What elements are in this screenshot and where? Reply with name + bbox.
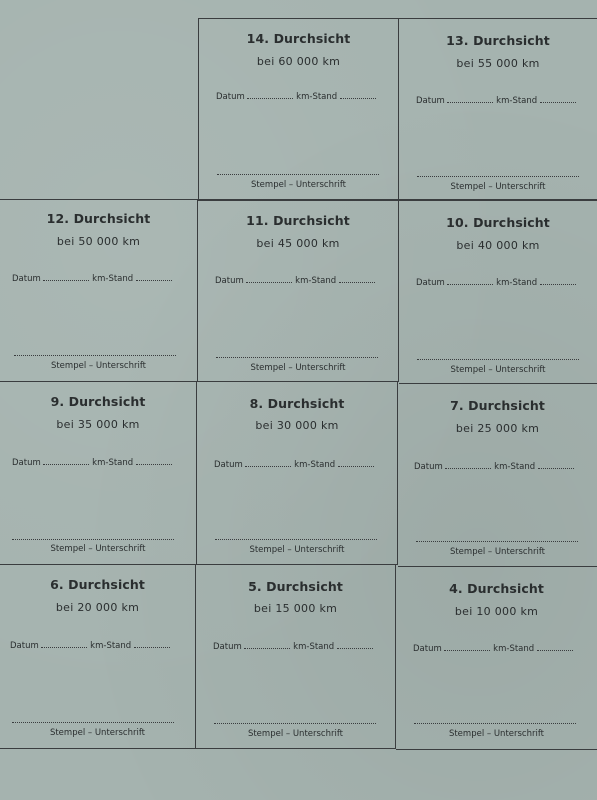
date-km-row	[214, 459, 397, 470]
datum-field[interactable]	[246, 275, 292, 283]
km-field[interactable]	[136, 273, 172, 281]
km-label: km-Stand	[293, 642, 335, 652]
km-field[interactable]	[540, 277, 576, 285]
signature-line[interactable]	[417, 176, 579, 177]
service-cell-13	[399, 18, 597, 201]
signature-label: Stempel – Unterschrift	[250, 180, 347, 190]
datum-field[interactable]	[447, 277, 493, 285]
km-label: km-Stand	[496, 278, 538, 288]
date-km-row	[12, 273, 197, 284]
signature-label: Stempel – Unterschrift	[449, 547, 546, 557]
datum-label: Datum	[12, 274, 41, 284]
datum-label: Datum	[12, 458, 41, 468]
km-field[interactable]	[134, 640, 170, 648]
service-cell-14	[198, 18, 399, 201]
cell-title: 11. Durchsicht	[246, 213, 350, 228]
datum-label: Datum	[213, 642, 242, 652]
km-field[interactable]	[338, 459, 374, 467]
cell-title: 6. Durchsicht	[50, 577, 145, 592]
cell-title: 12. Durchsicht	[46, 211, 151, 226]
km-label: km-Stand	[496, 96, 538, 106]
service-cell-9	[0, 382, 197, 565]
cell-title: 14. Durchsicht	[246, 31, 351, 46]
signature-line[interactable]	[14, 355, 176, 356]
datum-field[interactable]	[447, 95, 493, 103]
datum-label: Datum	[416, 96, 445, 106]
date-km-row	[416, 277, 597, 288]
km-field[interactable]	[340, 91, 376, 99]
km-label: km-Stand	[92, 274, 134, 284]
km-label: km-Stand	[494, 462, 536, 472]
service-cell-11	[198, 199, 399, 382]
signature-line[interactable]	[216, 357, 378, 358]
km-label: km-Stand	[493, 644, 535, 654]
km-label: km-Stand	[296, 92, 338, 102]
signature-line[interactable]	[215, 539, 377, 540]
cell-distance: bei 40 000 km	[456, 239, 540, 252]
date-km-row	[12, 457, 196, 468]
signature-line[interactable]	[12, 539, 174, 540]
signature-label: Stempel – Unterschrift	[50, 544, 146, 554]
datum-field[interactable]	[245, 459, 291, 467]
cell-title: 13. Durchsicht	[446, 33, 550, 48]
cell-title: 10. Durchsicht	[446, 215, 550, 230]
km-label: km-Stand	[90, 641, 132, 651]
date-km-row	[215, 275, 398, 286]
cell-distance: bei 20 000 km	[55, 601, 140, 614]
service-cell-7	[398, 384, 597, 567]
datum-label: Datum	[413, 644, 442, 654]
signature-line[interactable]	[217, 174, 379, 175]
datum-field[interactable]	[43, 457, 89, 465]
cell-distance: bei 35 000 km	[56, 418, 140, 431]
signature-label: Stempel – Unterschrift	[49, 728, 146, 738]
datum-field[interactable]	[244, 641, 290, 649]
km-field[interactable]	[339, 275, 375, 283]
km-field[interactable]	[540, 95, 576, 103]
signature-label: Stempel – Unterschrift	[448, 729, 545, 739]
signature-line[interactable]	[214, 723, 376, 724]
cell-title: 8. Durchsicht	[249, 396, 345, 411]
signature-line[interactable]	[417, 359, 579, 360]
date-km-row	[416, 95, 597, 106]
cell-distance: bei 10 000 km	[454, 605, 539, 618]
datum-label: Datum	[216, 92, 245, 102]
km-field[interactable]	[136, 457, 172, 465]
datum-field[interactable]	[41, 640, 87, 648]
cell-title: 5. Durchsicht	[248, 579, 343, 594]
date-km-row	[213, 641, 395, 652]
datum-field[interactable]	[43, 273, 89, 281]
datum-label: Datum	[214, 460, 243, 470]
signature-line[interactable]	[416, 541, 578, 542]
signature-label: Stempel – Unterschrift	[450, 365, 546, 375]
signature-label: Stempel – Unterschrift	[50, 361, 147, 371]
km-label: km-Stand	[295, 276, 337, 286]
datum-field[interactable]	[444, 643, 490, 651]
km-field[interactable]	[537, 643, 573, 651]
km-field[interactable]	[337, 641, 373, 649]
cell-title: 4. Durchsicht	[449, 581, 544, 596]
service-cell-12	[0, 199, 198, 382]
cell-distance: bei 50 000 km	[56, 235, 141, 248]
date-km-row	[414, 461, 597, 472]
signature-line[interactable]	[12, 722, 174, 723]
cell-distance: bei 30 000 km	[255, 419, 339, 432]
signature-label: Stempel – Unterschrift	[249, 545, 345, 555]
signature-label: Stempel – Unterschrift	[250, 363, 346, 373]
service-cell-6	[0, 565, 196, 749]
signature-label: Stempel – Unterschrift	[247, 729, 344, 739]
cell-distance: bei 60 000 km	[256, 55, 341, 68]
date-km-row	[10, 640, 195, 651]
signature-line[interactable]	[414, 723, 576, 724]
service-cell-8	[197, 382, 398, 565]
service-cell-10	[399, 199, 597, 384]
km-label: km-Stand	[92, 458, 134, 468]
cell-distance: bei 15 000 km	[253, 602, 338, 615]
datum-label: Datum	[10, 641, 39, 651]
cell-title: 7. Durchsicht	[450, 398, 545, 413]
datum-field[interactable]	[445, 461, 491, 469]
km-label: km-Stand	[294, 460, 336, 470]
datum-label: Datum	[416, 278, 445, 288]
cell-distance: bei 45 000 km	[256, 237, 340, 250]
cell-distance: bei 55 000 km	[456, 57, 540, 70]
date-km-row	[216, 91, 398, 102]
cell-distance: bei 25 000 km	[455, 422, 540, 435]
date-km-row	[413, 643, 597, 654]
cell-title: 9. Durchsicht	[50, 394, 146, 409]
datum-label: Datum	[414, 462, 443, 472]
signature-label: Stempel – Unterschrift	[450, 182, 546, 192]
km-field[interactable]	[538, 461, 574, 469]
service-cell-5	[196, 565, 396, 749]
datum-field[interactable]	[247, 91, 293, 99]
datum-label: Datum	[215, 276, 244, 286]
service-cell-4	[396, 567, 597, 750]
